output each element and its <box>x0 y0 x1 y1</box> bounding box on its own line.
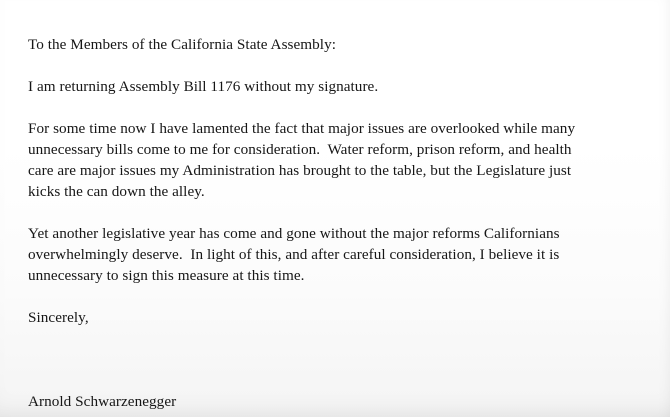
paragraph-2-line: care are major issues my Administration has brought to the table, but the Legislature just <box>28 162 572 179</box>
spacer <box>28 370 660 391</box>
paragraph-3-line: overwhelmingly deserve. In light of this, and after careful consideration, I believe it is <box>28 246 560 263</box>
paragraph-3 <box>28 223 660 286</box>
salutation: To the Members of the California State Assembly: <box>28 36 336 53</box>
paragraph-1 <box>28 76 660 97</box>
signature-space <box>28 328 660 370</box>
paragraph-2-line: kicks the can down the alley. <box>28 183 205 200</box>
paragraph-2-line: unnecessary bills come to me for consideration. Water reform, prison reform, and health <box>28 141 572 158</box>
signatory-name: Arnold Schwarzenegger <box>28 393 177 410</box>
paragraph-2 <box>28 118 660 202</box>
spacer <box>28 97 660 118</box>
veto-letter <box>28 34 660 412</box>
paragraph-1-line: I am returning Assembly Bill 1176 without my signature. <box>28 78 379 95</box>
paragraph-3-line: Yet another legislative year has come and gone without the major reforms Californians <box>28 225 560 242</box>
spacer <box>28 55 660 76</box>
closing: Sincerely, <box>28 309 89 326</box>
spacer <box>28 286 660 307</box>
paragraph-2-line: For some time now I have lamented the fact that major issues are overlooked while many <box>28 120 576 137</box>
spacer <box>28 202 660 223</box>
paragraph-3-line: unnecessary to sign this measure at this time. <box>28 267 305 284</box>
